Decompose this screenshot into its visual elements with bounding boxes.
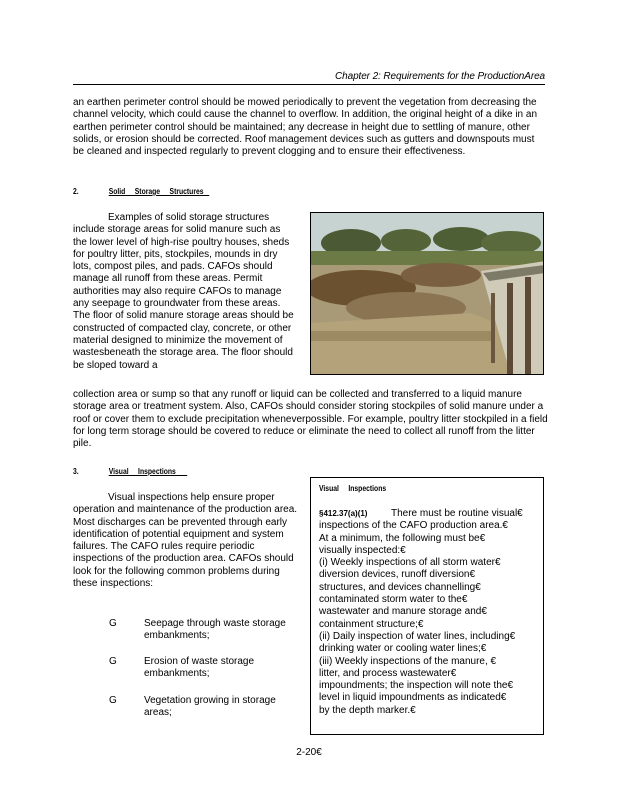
sidebar-line: wastewater and manure storage and€: [319, 606, 487, 618]
sidebar-line: by the depth marker.€: [319, 704, 416, 716]
section-2-title: Solid Storage Structures: [108, 187, 210, 196]
sidebar-line: At a minimum, the following must be€: [319, 532, 486, 544]
solid-storage-paragraph: Examples of solid storage structures include storage areas for solid manure such as the lower level of high-rise poultry houses, sheds for poultry litter, pits, stockpiles, mounds in dry lots, compost piles, and pads. CAFOs should manage all runoff from these areas. Permit authorities may also require CAFOs to manage any seepage to groundwater from these areas. The floor of solid manure storage areas should be constructed of compacted clay, concrete, or other material designed to minimize the movement of wastesbeneath the storage area. The floor should be sloped toward a: [73, 212, 294, 371]
sidebar-title: Visual Inspections: [319, 484, 387, 493]
bullet-marker: G: [109, 618, 117, 629]
section-3-title: Visual Inspections: [108, 467, 188, 476]
regulation-citation: §412.37(a)(1): [319, 509, 368, 518]
bullet-text: Vegetation growing in storage areas;: [144, 695, 276, 719]
section-2-heading: [73, 187, 209, 196]
sidebar-line: visually inspected:€: [319, 544, 406, 556]
page-number: 2-20€: [296, 747, 322, 758]
sidebar-body: [319, 508, 537, 717]
section-2-number: 2.: [73, 187, 79, 196]
visual-inspections-paragraph: Visual inspections help ensure proper operation and maintenance of the production area. Most discharges can be prevented through early identification of potential equipment and system failures. The CAFO rules require periodic inspections of the production area. CAFOs should look for the following common problems during these inspections:: [73, 492, 298, 590]
sidebar-line: contaminated storm water to the€: [319, 594, 468, 606]
intro-paragraph: an earthen perimeter control should be mowed periodically to prevent the vegetation from decreasing the channel velocity, which could cause the channel to overflow. In addition, the original height of a dike in an earthen perimeter control should be maintained; any decrease in height due to settling of manure, other solids, or erosion should be corrected. Roof management devices such as gutters and downspouts must be cleaned and inspected regularly to prevent clogging and to ensure their effectiveness.: [73, 97, 537, 158]
sidebar-line: impoundments; the inspection will note the€: [319, 680, 514, 692]
section-3-number: 3.: [73, 467, 79, 476]
sidebar-line: (iii) Weekly inspections of the manure, €: [319, 655, 497, 667]
header-rule: [73, 84, 545, 85]
sidebar-line: diversion devices, runoff diversion€: [319, 569, 476, 581]
sidebar-line: level in liquid impoundments as indicated€: [319, 692, 507, 704]
section-3-heading: [73, 467, 187, 476]
sidebar-line: (ii) Daily inspection of water lines, including€: [319, 630, 516, 642]
sidebar-line-text: There must be routine visual€: [391, 508, 523, 519]
bullet-marker: G: [109, 695, 117, 706]
bullet-text: Seepage through waste storage embankments;: [144, 618, 286, 642]
solid-storage-paragraph-continued: collection area or sump so that any runoff or liquid can be collected and transferred to a liquid manure storage area or treatment system. Also, CAFOs should consider storing stockpiles of solid manure under a roof or cover them to exclude precipitation wheneverpossible. For example, poultry litter stockpiled in a field for long term storage should be covered to reduce or eliminate the need to collect all runoff from the litter pile.: [73, 389, 548, 450]
bullet-text: Erosion of waste storage embankments;: [144, 656, 255, 680]
sidebar-line: drinking water or cooling water lines;€: [319, 643, 487, 655]
sidebar-line: inspections of the CAFO production area.€: [319, 520, 508, 532]
sidebar-line: [319, 508, 537, 520]
chapter-header: Chapter 2: Requirements for the ProductionArea: [335, 71, 545, 82]
bullet-marker: G: [109, 656, 117, 667]
regulation-sidebar-box: [310, 477, 544, 735]
sidebar-line: containment structure;€: [319, 618, 424, 630]
sidebar-line: structures, and devices channelling€: [319, 581, 481, 593]
manure-storage-photo: [310, 212, 544, 375]
sidebar-line: litter, and process wastewater€: [319, 667, 457, 679]
sidebar-line: (i) Weekly inspections of all storm water€: [319, 557, 501, 569]
